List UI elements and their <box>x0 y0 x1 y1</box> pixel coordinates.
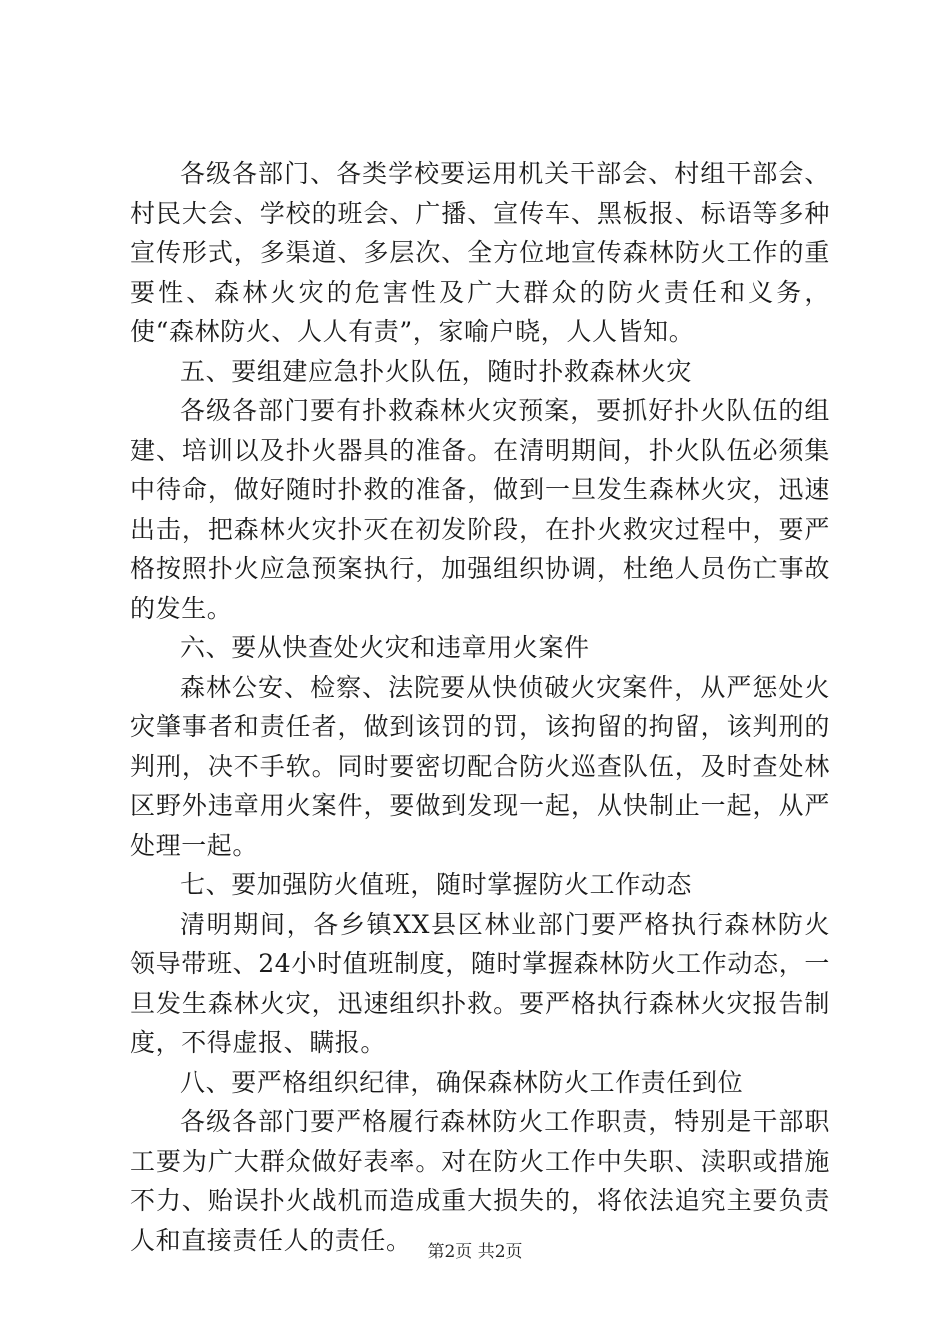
document-body <box>130 154 830 1260</box>
section-heading-8: 八、要严格组织纪律，确保森林防火工作责任到位 <box>180 1067 744 1097</box>
page-footer: 第2页 共2页 <box>427 1242 523 1262</box>
paragraph-duty-shift: 清明期间，各乡镇XX县区林业部门要严格执行森林防火领导带班、24小时值班制度，随时掌握森林防火工作动态，一旦发生森林火灾，迅速组织扑救。要严格执行森林火灾报告制度，不得虚报、瞒报。 <box>130 909 830 1057</box>
section-heading-5: 五、要组建应急扑火队伍，随时扑救森林火灾 <box>180 356 693 386</box>
paragraph-case-handling: 森林公安、检察、法院要从快侦破火灾案件，从严惩处火灾肇事者和责任者，做到该罚的罚，该拘留的拘留，该判刑的判刑，决不手软。同时要密切配合防火巡查队伍，及时查处林区野外违章用火案件，要做到发现一起，从快制止一起，从严处理一起。 <box>130 672 830 860</box>
section-heading-7: 七、要加强防火值班，随时掌握防火工作动态 <box>180 870 693 899</box>
paragraph-publicity: 各级各部门、各类学校要运用机关干部会、村组干部会、村民大会、学校的班会、广播、宣传车、黑板报、标语等多种宣传形式，多渠道、多层次、全方位地宣传森林防火工作的重要性、森林火灾的危害性及广大群众的防火责任和义务，使“森林防火、人人有责”，家喻户晓，人人皆知。 <box>130 159 830 346</box>
paragraph-firefighting-team: 各级各部门要有扑救森林火灾预案，要抓好扑火队伍的组建、培训以及扑火器具的准备。在清明期间，扑火队伍必须集中待命，做好随时扑救的准备，做到一旦发生森林火灾，迅速出击，把森林火灾扑灭在初发阶段，在扑火救灾过程中，要严格按照扑火应急预案执行，加强组织协调，杜绝人员伤亡事故的发生。 <box>130 396 830 623</box>
section-heading-6: 六、要从快查处火灾和违章用火案件 <box>180 633 590 662</box>
paragraph-discipline: 各级各部门要严格履行森林防火工作职责，特别是干部职工要为广大群众做好表率。对在防火工作中失职、渎职或措施不力、贻误扑火战机而造成重大损失的，将依法追究主要负责人和直接责任人的责任。 <box>130 1107 830 1255</box>
